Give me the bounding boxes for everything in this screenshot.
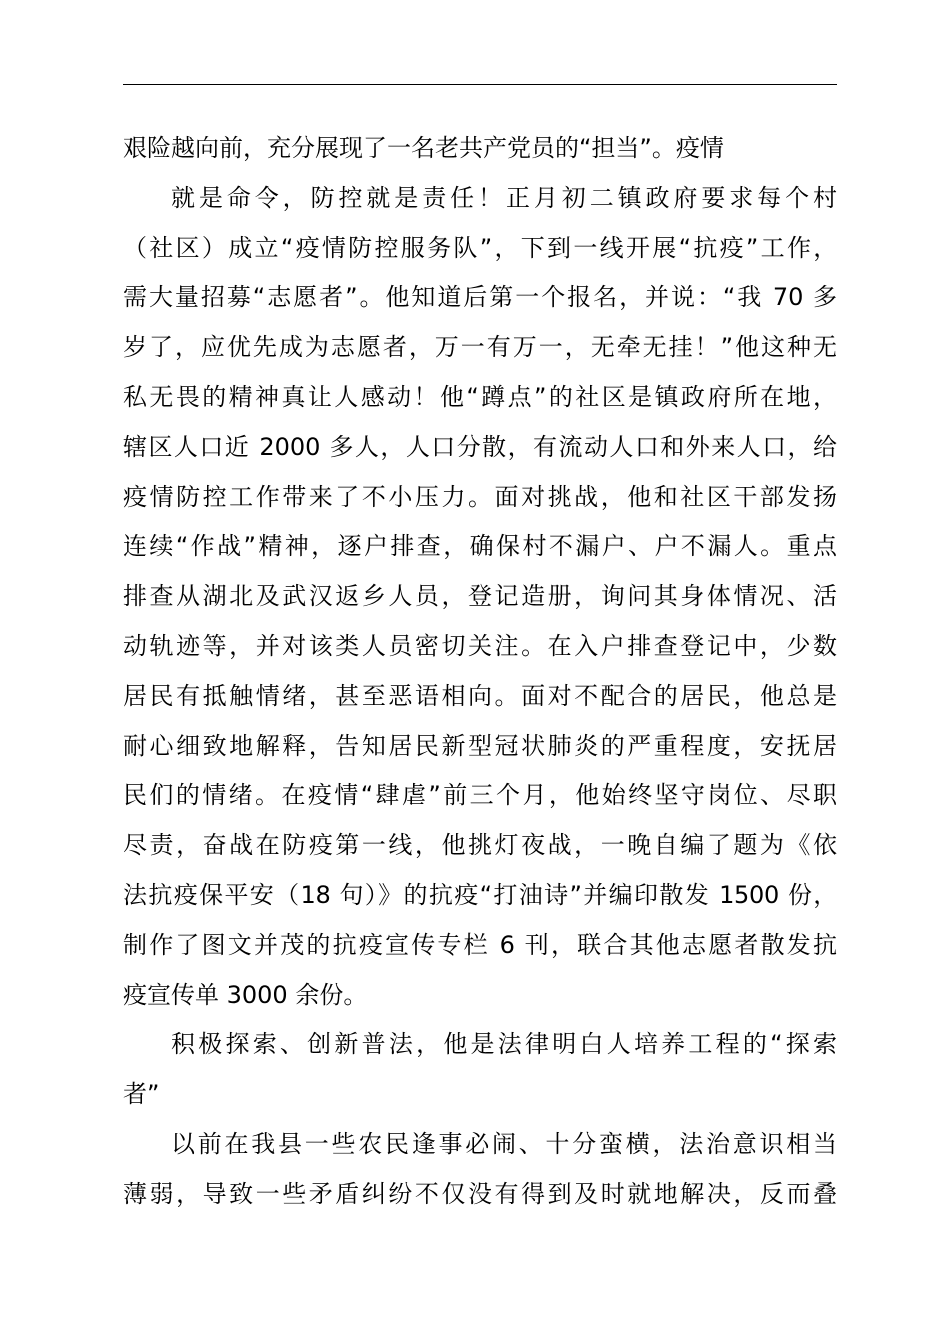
text-line: 疫宣传单 3000 余份。 xyxy=(123,980,368,1009)
header-rule xyxy=(123,84,837,85)
text-line: 岁了，应优先成为志愿者，万一有万一，无牵无挂！”他这种无 xyxy=(123,333,837,362)
text-line: 尽责，奋战在防疫第一线，他挑灯夜战，一晚自编了题为《依 xyxy=(123,831,837,860)
text-line: 需大量招募“志愿者”。他知道后第一个报名，并说：“我 70 多 xyxy=(123,283,837,312)
text-line: 制作了图文并茂的抗疫宣传专栏 6 刊，联合其他志愿者散发抗 xyxy=(123,930,837,959)
text-line: 私无畏的精神真让人感动！他“蹲点”的社区是镇政府所在地， xyxy=(123,382,837,411)
text-line: （社区）成立“疫情防控服务队”，下到一线开展“抗疫”工作， xyxy=(123,233,837,262)
text-line: 就是命令，防控就是责任！正月初二镇政府要求每个村 xyxy=(171,183,837,212)
text-line: 法抗疫保平安（18 句）》的抗疫“打油诗”并编印散发 1500 份， xyxy=(123,880,837,909)
section-heading-line: 积极探索、创新普法，他是法律明白人培养工程的“探索 xyxy=(171,1030,837,1059)
text-line: 连续“作战”精神，逐户排查，确保村不漏户、户不漏人。重点 xyxy=(123,532,837,561)
text-line: 薄弱，导致一些矛盾纠纷不仅没有得到及时就地解决，反而叠 xyxy=(123,1179,837,1208)
section-heading-line: 者” xyxy=(123,1080,160,1109)
body-text xyxy=(123,124,837,1220)
text-line: 艰险越向前，充分展现了一名老共产党员的“担当”。疫情 xyxy=(123,134,724,162)
text-line: 耐心细致地解释，告知居民新型冠状肺炎的严重程度，安抚居 xyxy=(123,731,837,760)
text-line: 排查从湖北及武汉返乡人员，登记造册，询问其身体情况、活 xyxy=(123,582,837,611)
text-line: 民们的情绪。在疫情“肆虐”前三个月，他始终坚守岗位、尽职 xyxy=(123,781,837,810)
text-line: 疫情防控工作带来了不小压力。面对挑战，他和社区干部发扬 xyxy=(123,482,837,511)
text-line: 居民有抵触情绪，甚至恶语相向。面对不配合的居民，他总是 xyxy=(123,681,837,710)
text-line: 动轨迹等，并对该类人员密切关注。在入户排查登记中，少数 xyxy=(123,631,837,660)
text-line: 辖区人口近 2000 多人，人口分散，有流动人口和外来人口，给 xyxy=(123,432,837,461)
text-line: 以前在我县一些农民逢事必闹、十分蛮横，法治意识相当 xyxy=(171,1129,837,1158)
